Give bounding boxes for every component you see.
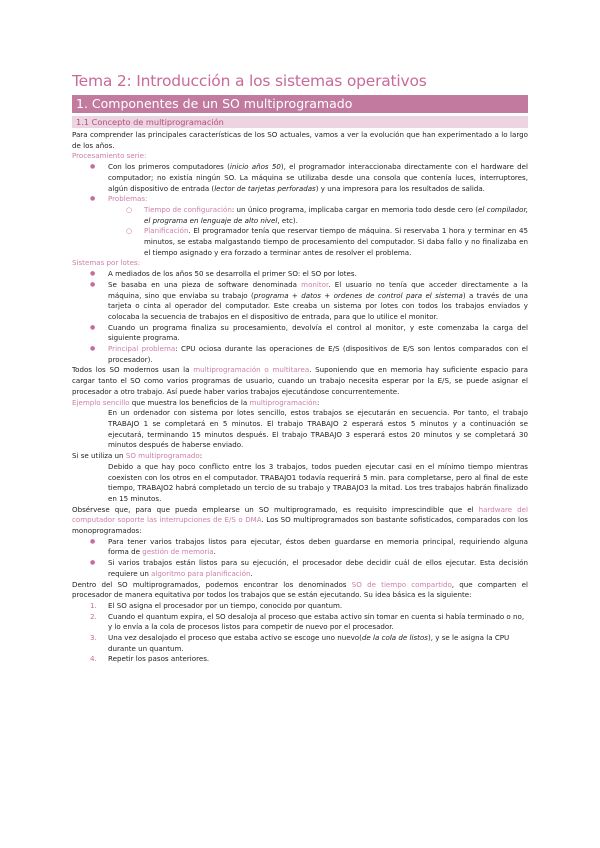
list-item: ● Cuando un programa finaliza su procesamiento, devolvía el control al monitor, y este comenzaba la carga del siguiente programa. (72, 323, 528, 344)
list-item: 2. Cuando el quantum expira, el SO desaloja al proceso que estaba activo sin tomar en cuenta si había terminado o no, y lo envía a la cola de procesos listos para competir de nuevo por el procesador. (90, 611, 525, 632)
time-sharing-steps (72, 601, 528, 665)
document-body (72, 130, 528, 665)
batch-systems-label: Sistemas por lotes: (72, 258, 141, 268)
list-item: ● Se basaba en una pieza de software denominada monitor. El usuario no tenía que acceder directamente a la máquina, sino que enviaba su trabajo (programa + datos + ordenes de control para el sistema) a través de una tarjeta o cinta al operador del computador. Este creaba un sistema por lotes con todos los trabajos enviados y colocaba la secuencia de trabajos en el dispositivo de entrada, para que lo utilice el monitor. (72, 280, 528, 323)
list-item: ○ Tiempo de configuración: un único programa, implicaba cargar en memoria todo desde cero (el compilador, el programa en lenguaje de alto nivel, etc). (108, 205, 528, 226)
multiprogramming-paragraph: Todos los SO modernos usan la multiprogramación o multitarea. Suponiendo que en memoria hay suficiente espacio para cargar tanto el SO como varios programas de usuario, cuando un trabajo necesita esperar por la E/S, se puede asignar el procesador a otro trabajo. Así puede haber varios trabajos ejecutándose concurrentemente. (72, 365, 529, 396)
multiprogrammed-body: Debido a que hay poco conflicto entre los 3 trabajos, todos pueden ejecutar casi en el mínimo tiempo mientras coexisten con los otros en el computador. TRABAJO1 todavía requerirá 5 min. para completarse, pero al final de este tiempo, TRABAJO2 habrá completado un tercio de su trabajo y TRABAJO3 la mitad. Los tres trabajos habrán finalizado en 15 minutos. (108, 461, 528, 503)
serial-processing-list (72, 162, 528, 258)
serial-processing-label: Procesamiento serie: (72, 151, 147, 161)
list-item: 1. El SO asigna el procesador por un tiempo, conocido por quantum. (90, 600, 343, 610)
example-body: En un ordenador con sistema por lotes sencillo, estos trabajos se ejecutarán en secuencia. Por tanto, el trabajo TRABAJO 1 se completará en 5 minutos. El trabajo TRABAJO 2 esperará estos 5 minutos y a continuación se ejecutará, terminando 15 minutos después. El trabajo TRABAJO 3 esperará estos 20 minutos y se completará 30 minutos después de haberse enviado. (108, 408, 528, 450)
intro-paragraph: Para comprender las principales características de los SO actuales, vamos a ver la evolución que han experimentado a lo largo de los años. (72, 130, 528, 150)
list-item: ● Problemas: ○ Tiempo de configuración: un único programa, implicaba cargar en memoria todo desde cero (el compilador, el programa en lenguaje de alto nivel, etc). ○ Planificación. El programador tenía que reservar tiempo de máquina. Si reservaba 1 hora y terminar en 45 minutos, se estaba malgastando tiempo de procesamiento del computador. Si daba fallo y no finalizaba en el tiempo asignado y era forzado a terminar antes de resolver el problema. (72, 194, 528, 258)
problems-list (108, 205, 528, 259)
multiprogrammed-intro: Si se utiliza un SO multiprogramado: (72, 451, 203, 461)
batch-systems-list (72, 269, 528, 365)
list-item: ● Si varios trabajos están listos para su ejecución, el procesador debe decidir cuál de ellos ejecutar. Esta decisión requiere un algoritmo para planificación. (72, 558, 528, 579)
list-item: 3. Una vez desalojado el proceso que estaba activo se escoge uno nuevo(de la cola de listos), y se le asigna la CPU durante un quantum. (90, 633, 510, 653)
list-item: ● Principal problema: CPU ociosa durante las operaciones de E/S (dispositivos de E/S son lentos comparados con el procesador). (72, 344, 528, 365)
requirements-list (72, 537, 528, 580)
list-item: ● Para tener varios trabajos listos para ejecutar, éstos deben guardarse en memoria principal, requiriendo alguna forma de gestión de memoria. (72, 537, 528, 558)
list-item: ● Con los primeros computadores (inicio años 50), el programador interaccionaba directamente con el hardware del computador; no existía ningún SO. La máquina se utilizaba desde una consola que contenía luces, interruptores, algún dispositivo de entrada (lector de tarjetas perforadas) y una impresora para los resultados de salida. (72, 162, 528, 194)
hardware-requirement-paragraph: Obsérvese que, para que pueda emplearse un SO multiprogramado, es requisito imprescindible que el hardware del computador soporte las interrupciones de E/S o DMA. Los SO multiprogramados son bastante sofisticados, comparados con los monoprogramados: (72, 504, 528, 536)
list-item: 4. Repetir los pasos anteriores. (90, 654, 210, 664)
list-item: ○ Planificación. El programador tenía que reservar tiempo de máquina. Si reservaba 1 hora y terminar en 45 minutos, se estaba malgastando tiempo de procesamiento del computador. Si daba fallo y no finalizaba en el tiempo asignado y era forzado a terminar antes de resolver el problema. (108, 226, 528, 258)
section-heading: 1. Componentes de un SO multiprogramado (72, 95, 528, 113)
example-intro: Ejemplo sencillo que muestra los beneficios de la multiprogramación: (72, 397, 320, 407)
time-sharing-paragraph: Dentro del SO multiprogramados, podemos encontrar los denominados SO de tiempo compartido, que comparten el procesador de manera equitativa por todos los trabajos que se están ejecutando. Su idea básica es la siguiente: (72, 579, 529, 600)
document-title: Tema 2: Introducción a los sistemas operativos (72, 72, 427, 90)
subsection-heading: 1.1 Concepto de multiprogramación (72, 116, 528, 128)
list-item: ● A mediados de los años 50 se desarrolla el primer SO: el SO por lotes. (72, 269, 528, 280)
